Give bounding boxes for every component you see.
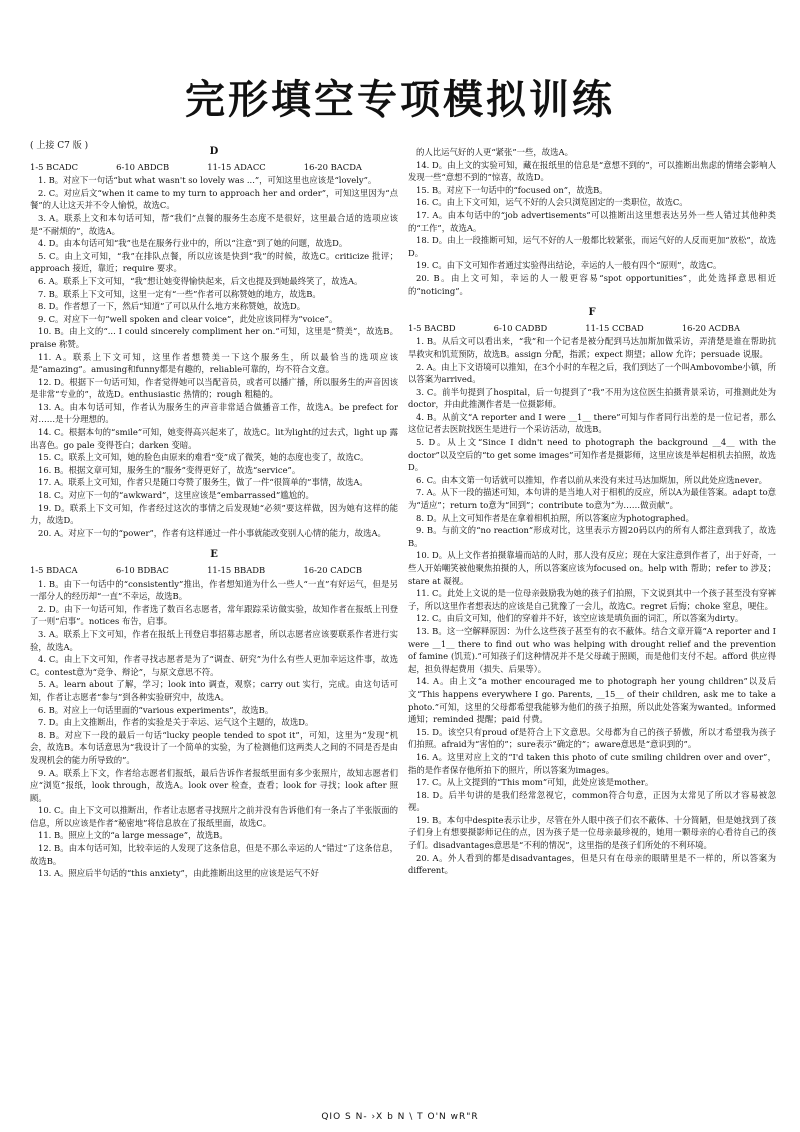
explanation-paragraph: 4. D。由本句话可知“我”也是在服务行业中的，所以“注意”到了她的问题，故选D。 [38, 238, 348, 249]
explanation-paragraph: 13. B。这一空解释原因：为什么这些孩子甚至有的衣不蔽体。结合文章开篇“A reporter and I were __1__ there to find out who was helping with drought relief and the prevention of famine (饥荒).”可知孩子们这种情况并不是父母疏于照顾，而是他们支付不起。afford 供应得起，担负得起费用（损失、后果等）。 [408, 625, 776, 674]
explanation-paragraph: 10. C。由上下文可以推断出，作者让志愿者寻找照片之前并没有告诉他们有一条占了半张版面的信息，所以应该是作者“秘密地”将信息放在了报纸里面，故选C。 [30, 805, 398, 828]
answer-group: 11-15 BBADB [207, 565, 266, 575]
explanation-paragraph: 4. C。由上下文可知，作者寻找志愿者是为了“调查、研究”为什么有些人更加幸运这件事，故选C。contest意为“竞争、辩论”，与原文意思不符。 [30, 654, 398, 677]
explanation-paragraph: 16. C。由上下文可知，运气不好的人会只浏览固定的一类职位，故选C。 [416, 197, 688, 208]
explanation-paragraph: 13. A。由本句话可知，作者认为服务生的声音非常适合做播音工作，故选A。be prefect for 对……是十分理想的。 [30, 401, 398, 425]
section-heading-e: E [210, 549, 218, 561]
explanation-paragraph: 18. D。后半句讲的是我们经常忽视它，common符合句意，正因为太常见了所以才容易被忽视。 [408, 789, 776, 813]
answer-group: 16-20 ACDBA [681, 322, 740, 333]
explanation-paragraph: 16. B。根据文章可知，服务生的“服务”变得更好了，故选“service”。 [38, 464, 301, 475]
answer-group: 1-5 BACBD [408, 322, 456, 333]
explanation-paragraph: 9. A。联系上下文，作者给志愿者们报纸，最后告诉作者报纸里面有多少张照片，故知志愿者们应“浏览”报纸，look through，故选A。look over 检查，查看；look for 寻找；look after 照顾。 [30, 767, 398, 803]
answer-key-f [408, 322, 776, 335]
explanation-paragraph: 11. A。联系上下文可知，这里作者想赞美一下这个服务生，所以最恰当的选项应该是“amazing”。amusing和funny都是有趣的，reliable可靠的，均不符合文意。 [30, 351, 398, 375]
explanation-paragraph: 5. D。从上文“Since I didn't need to photograph the background __4__ with the doctor”以及空后的“to get some images”可知作者是摄影师，这里应该是举起相机去拍照，故选D。 [408, 437, 776, 473]
answer-group: 11-15 CCBAD [585, 322, 644, 333]
explanations-e-continued [408, 146, 776, 297]
explanation-paragraph: 19. D。联系上下文可知，作者经过这次的事情之后发现她“必须”要这样做，因为她有这样的能力，故选D。 [30, 502, 398, 526]
explanation-paragraph: 12. D。根据下一句话可知，作者觉得她可以当配音员，或者可以播广播，所以服务生的声音因该是非常“专业的”，故选D。enthusiastic 热情的；rough 粗糙的。 [30, 376, 398, 400]
answer-group: 16-20 BACDA [303, 161, 362, 172]
section-heading-d: D [209, 146, 219, 157]
explanation-paragraph: 15. B。对应下一句话中的“focused on”，故选B。 [416, 184, 608, 195]
explanation-paragraph: 20. A。对应下一句的“power”，作者有这样通过一件小事就能改变别人心情的能力，故选A。 [38, 527, 386, 538]
explanation-paragraph: 20. A。外人看到的都是disadvantages，但是只有在母亲的眼睛里是不一样的，所以答案为different。 [408, 852, 776, 876]
explanation-paragraph: 3. C。前半句提到了hospital，后一句提到了“我”不用为这位医生拍摄背景采访，可推测此处为doctor，并由此推测作者是一位摄影师。 [408, 386, 776, 410]
explanation-paragraph: 3. A。联系上下文可知，作者在报纸上刊登启事招募志愿者，所以志愿者应该要联系作者进行实验，故选A。 [30, 628, 398, 652]
explanation-paragraph: 15. D。该空只有proud of是符合上下文意思。父母都为自己的孩子骄傲，所以才希望我为孩子们拍照。afraid为“害怕的”；sure表示“确定的”；aware意思是“意识到的”。 [408, 726, 776, 750]
explanation-paragraph: 2. C。对应后文“when it came to my turn to approach her and order”，可知这里因为“点餐”的人让这天并不令人愉悦，故选C。 [30, 187, 398, 211]
explanation-paragraph: 18. C。对应下一句的“awkward”，这里应该是“embarrassed”尴尬的。 [38, 490, 314, 501]
explanations-d [30, 174, 398, 539]
answer-key-e [30, 564, 398, 577]
explanation-paragraph: 2. A。由上下文语境可以推知，在3个小时的车程之后，我们到达了一个叫Ambovombe小镇，所以答案为arrived。 [408, 361, 776, 385]
explanation-paragraph: 19. C。由下文可知作者通过实验得出结论，幸运的人一般有四个“原则”，故选C。 [416, 260, 722, 271]
explanation-paragraph: 13. A。照应后半句话的“this anxiety”，由此推断出这里的应该是运气不好 [38, 868, 319, 879]
right-column [408, 146, 776, 877]
answer-group: 11-15 ADACC [207, 161, 266, 172]
explanation-paragraph: 9. B。与前文的“no reaction”形成对比，这里表示方圆20码以内的所有人都注意到我了，故选B。 [408, 525, 776, 548]
answer-group: 1-5 BDACA [30, 565, 78, 575]
explanation-paragraph: 8. D。从上文可知作者是在拿着相机拍照，所以答案应为photographed。 [416, 512, 695, 523]
answer-group: 1-5 BCADC [30, 161, 79, 172]
explanation-paragraph: 9. C。对应下一句“well spoken and clear voice”，此处应该同样为“voice”。 [38, 313, 338, 324]
explanation-paragraph: 10. B。由上文的“... I could sincerely compliment her on.”可知，这里是“赞美”，故选B。praise 称赞。 [30, 326, 398, 349]
explanation-paragraph: 10. D。从上文作者拍摄靠墙而站的人时，那人没有反应；现在大家注意到作者了，出于好奇，一些人开始嘲笑被他聚焦拍摄的人，所以答案应该为focused on。help with 帮助；refer to 涉及；stare at 凝视。 [408, 550, 776, 586]
explanation-paragraph: 7. A。从下一段的描述可知，本句讲的是当地人对于相机的反应，所以A为最佳答案。adapt to意为“适应”；return to意为“回到”；contribute to意为“为……做贡献”。 [408, 487, 776, 511]
explanation-paragraph: 5. A。learn about 了解，学习；look into 调查，观察；carry out 实行，完成。由这句话可知，作者让志愿者“参与”到各种实验研究中，故选A。 [30, 679, 398, 702]
page-footer: QIO S N- ›X b N \ T O'N wR"R [321, 1112, 479, 1122]
explanation-paragraph: 6. C。由本文第一句话就可以推知，作者以前从来没有来过马达加斯加，所以此处应选never。 [416, 474, 767, 485]
explanation-paragraph: 6. B。对应上一句话里面的“various experiments”，故选B。 [38, 704, 274, 715]
answer-group: 6-10 BDBAC [115, 565, 169, 575]
explanation-paragraph: 14. D。由上文的实验可知，藏在报纸里的信息是“意想不到的”，可以推断出焦虑的情绪会影响人发现一些“意想不到的”惊喜，故选D。 [408, 159, 776, 183]
explanation-paragraph: 6. A。联系上下文可知，“我”想让她变得愉快起来，后文也提及到她最终笑了，故选A。 [38, 275, 363, 286]
explanation-paragraph: 7. D。由上文推断出，作者的实验是关于幸运、运气这个主题的，故选D。 [38, 717, 314, 728]
explanation-paragraph: 14. C。根据本句的“smile”可知，她变得高兴起来了，故选C。lit为light的过去式，light up 露出喜色。go pale 变得苍白；darken 变暗。 [30, 427, 398, 450]
explanation-paragraph: 17. A。由本句话中的“job advertisements”可以推断出这里想表达另外一些人错过其他种类的“工作”，故选A。 [408, 209, 776, 233]
explanation-paragraph: 4. B。从前文“A reporter and I were __1__ there”可知与作者同行出差的是一位记者，那么这位记者去医院找医生是进行一个采访活动，故选B。 [408, 411, 776, 435]
explanation-paragraph: 14. A。由上文“a mother encouraged me to photograph her young children”以及后文“This happens everywhere I go. Parents, __15__ of their children, ask me to take a photo.”可知，这里的父母都希望我能够为他们的孩子拍照，所以此处答案为wanted。informed 通知；reminded 提醒；paid 付费。 [408, 676, 776, 725]
explanation-paragraph: 的人比运气好的人更“紧张”一些，故选A。 [416, 147, 573, 157]
explanation-paragraph: 2. D。由下一句话可知，作者选了数百名志愿者，常年跟踪采访做实验，故知作者在报纸上刊登了一则“启事”。notices 布告，启事。 [30, 603, 398, 627]
explanation-paragraph: 18. D。由上一段推断可知，运气不好的人一般都比较紧张，而运气好的人反而更加“放松”，故选D。 [408, 235, 776, 258]
answer-group: 6-10 CADBD [493, 322, 548, 333]
explanation-paragraph: 7. B。联系上下文可知，这里一定有“一些”作者可以称赞她的地方，故选B。 [38, 288, 321, 299]
explanation-paragraph: 19. B。本句中despite表示让步，尽管在外人眼中孩子们衣不蔽体、十分简陋，但是她找到了孩子们身上有想要摄影师记住的点，因为孩子是一位母亲最珍视的，她用一颗母亲的心看待自己的孩子们。disadvantages意思是“不利的情况”，这里指的是孩子们所处的不利环境。 [408, 814, 776, 851]
explanation-paragraph: 12. B。由本句话可知，比较幸运的人发现了这条信息，但是不那么幸运的人“错过”了这条信息，故选B。 [30, 843, 398, 866]
explanation-paragraph: 15. C。联系上文可知，她的脸色由原来的难看“变”成了微笑，她的态度也变了，故选C。 [38, 452, 369, 463]
edition-note: ( 上接 C7 版 ) [30, 141, 89, 151]
explanations-e [30, 578, 398, 880]
explanation-paragraph: 1. B。对应下一句话“but what wasn't so lovely was ...”，可知这里也应该是“lovely”。 [38, 175, 377, 186]
explanation-paragraph: 16. A。这里对应上文的“I'd taken this photo of cute smiling children over and over”，指的是作者保存他所拍下的照片，所以答案为images。 [408, 751, 776, 775]
explanation-paragraph: 3. A。联系上文和本句话可知，帮“我们”点餐的服务生态度不是很好，这里最合适的选项应该是“不耐烦的”，故选A。 [30, 212, 398, 236]
answer-group: 16-20 CADCB [303, 565, 362, 575]
explanation-paragraph: 8. D。作者想了一下，然后“知道”了可以从什么地方来称赞她，故选D。 [38, 301, 306, 312]
explanation-paragraph: 5. C。由上文可知，“我”在排队点餐，所以应该是快到“我”的时候，故选C。criticize 批评；approach 接近，靠近；require 要求。 [30, 250, 398, 274]
explanation-paragraph: 17. A。联系上文可知，作者只是随口夸赞了服务生，做了一件“很简单的”事情，故选A。 [38, 477, 368, 488]
explanation-paragraph: 11. B。照应上文的“a large message”，故选B。 [38, 830, 228, 841]
answer-group: 6-10 ABDCB [116, 161, 170, 172]
explanation-paragraph: 1. B。由下一句话中的“consistently”推出，作者想知道为什么一些人“一直”有好运气，但是另一部分人的经历却“一直”不幸运，故选B。 [30, 578, 398, 602]
answer-key-d [30, 161, 398, 174]
explanation-paragraph: 8. B。对应下一段的最后一句话“lucky people tended to spot it”，可知，这里为“发现”机会，故选B。本句话意思为“我设计了一个简单的实验，为了检测他们这两类人之间的不同是否是由发现机会的能力所导致的”。 [30, 729, 398, 765]
explanation-paragraph: 17. C。从上文提到的“This mom”可知，此处应该是mother。 [416, 777, 654, 788]
section-heading-f: F [588, 307, 596, 319]
explanations-f [408, 335, 776, 877]
explanation-paragraph: 20. B。由上文可知，幸运的人一般更容易“spot opportunities”，此处选择意思相近的“noticing”。 [408, 272, 776, 296]
page-title: 完形填空专项模拟训练 [185, 77, 615, 123]
explanation-paragraph: 12. C。由后文可知，他们的穿着并不好，该空应该是填负面的词汇，所以答案为dirty。 [416, 613, 744, 624]
explanation-paragraph: 11. C。此处上文说的是一位母亲鼓励我为她的孩子们拍照，下文说到其中一个孩子甚至没有穿裤子，所以这里作者想表达的应该是自己犹豫了一会儿，故选C。regret 后悔；choke 窒息，哽住。 [408, 588, 776, 611]
left-column [30, 146, 398, 880]
explanation-paragraph: 1. B。从后文可以看出来，“我”和一个记者是被分配到马达加斯加做采访，弄清楚是谁在帮助抗旱救灾和饥荒预防，故选B。assign 分配，指派；expect 期望；allow 允许；persuade 说服。 [408, 336, 776, 359]
